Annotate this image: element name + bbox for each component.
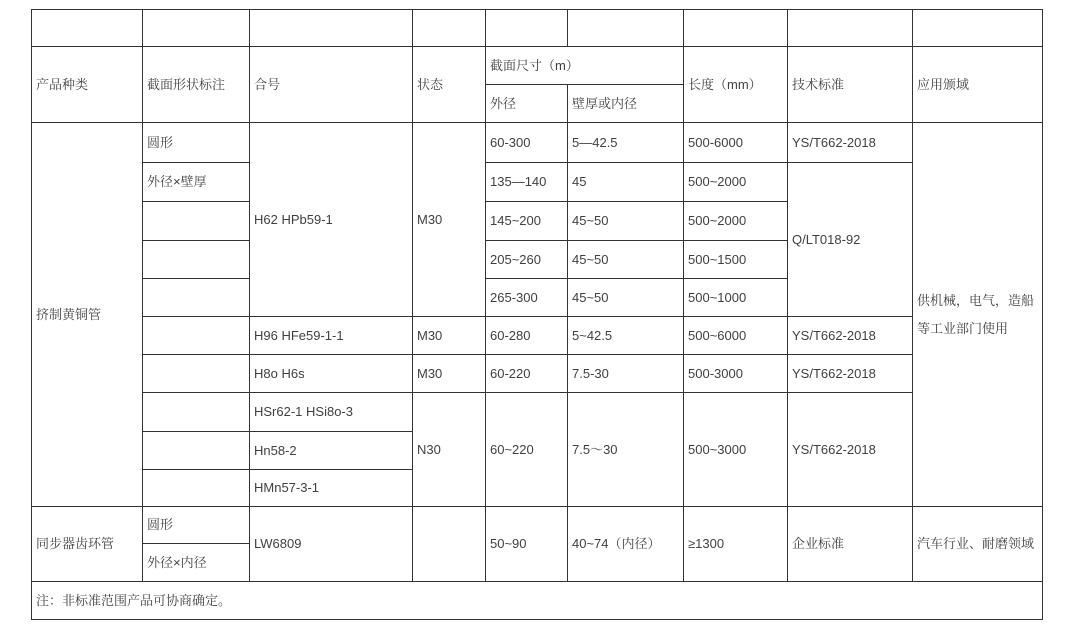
tech-standard-value: 企业标准 bbox=[788, 507, 913, 582]
header-wall-thickness-or-inner-diameter: 壁厚或内径 bbox=[568, 85, 684, 123]
shape-round: 圆形 bbox=[143, 123, 250, 163]
product-spec-table bbox=[31, 9, 1043, 620]
shape-od-x-id: 外径×内径 bbox=[143, 544, 250, 582]
header-tech-standard: 技术标准 bbox=[788, 47, 913, 123]
table-cell: 5~42.5 bbox=[568, 317, 684, 355]
table-cell: 135—140 bbox=[486, 163, 568, 202]
data-row bbox=[32, 123, 1043, 163]
table-cell: 45~50 bbox=[568, 202, 684, 241]
alloy-grade: Hn58-2 bbox=[250, 432, 413, 470]
tech-standard-value: YS/T662-2018 bbox=[788, 355, 913, 393]
shape-round: 圆形 bbox=[143, 507, 250, 544]
table-cell: 265-300 bbox=[486, 279, 568, 317]
table-cell: 500-6000 bbox=[684, 123, 788, 163]
state-value: M30 bbox=[413, 123, 486, 317]
alloy-grade: H8o H6s bbox=[250, 355, 413, 393]
table-cell bbox=[143, 241, 250, 279]
table-cell bbox=[143, 317, 250, 355]
header-cell bbox=[143, 10, 250, 47]
application-automotive: 汽车行业、耐磨领域 bbox=[913, 507, 1043, 582]
product-synchronizer-ring-tube: 同步器齿环管 bbox=[32, 507, 143, 582]
alloy-grade: LW6809 bbox=[250, 507, 413, 582]
state-value: N30 bbox=[413, 393, 486, 507]
header-cell bbox=[413, 10, 486, 47]
header-cell bbox=[486, 10, 568, 47]
table-cell bbox=[143, 432, 250, 470]
table-cell: 45 bbox=[568, 163, 684, 202]
note-row bbox=[32, 582, 1043, 620]
header-cell bbox=[788, 10, 913, 47]
header-alloy-grade: 合号 bbox=[250, 47, 413, 123]
header-length: 长度（mm） bbox=[684, 47, 788, 123]
state-value bbox=[413, 507, 486, 582]
header-product-type: 产品种类 bbox=[32, 47, 143, 123]
header-cell bbox=[568, 10, 684, 47]
header-cell bbox=[32, 10, 143, 47]
table-cell: 60~220 bbox=[486, 393, 568, 507]
alloy-grade: H62 HPb59-1 bbox=[250, 123, 413, 317]
tech-standard-value: YS/T662-2018 bbox=[788, 317, 913, 355]
table-cell: 145~200 bbox=[486, 202, 568, 241]
table-cell: 60-220 bbox=[486, 355, 568, 393]
table-cell bbox=[143, 470, 250, 507]
table-cell: 7.5-30 bbox=[568, 355, 684, 393]
header-cell bbox=[684, 10, 788, 47]
table-cell: 500~3000 bbox=[684, 393, 788, 507]
table-cell: 500~6000 bbox=[684, 317, 788, 355]
table-cell: 5—42.5 bbox=[568, 123, 684, 163]
table-cell: 45~50 bbox=[568, 241, 684, 279]
table-cell bbox=[143, 202, 250, 241]
tech-standard-value: Q/LT018-92 bbox=[788, 163, 913, 317]
header-cell bbox=[913, 10, 1043, 47]
table-cell bbox=[143, 279, 250, 317]
tech-standard-value: YS/T662-2018 bbox=[788, 123, 913, 163]
table-cell: 205~260 bbox=[486, 241, 568, 279]
table-cell: 45~50 bbox=[568, 279, 684, 317]
state-value: M30 bbox=[413, 355, 486, 393]
table-cell: 60-300 bbox=[486, 123, 568, 163]
table-cell: ≥1300 bbox=[684, 507, 788, 582]
tech-standard-value: YS/T662-2018 bbox=[788, 393, 913, 507]
table-cell: 60-280 bbox=[486, 317, 568, 355]
state-value: M30 bbox=[413, 317, 486, 355]
header-outer-diameter: 外径 bbox=[486, 85, 568, 123]
product-extruded-brass-tube: 挤制黄铜管 bbox=[32, 123, 143, 507]
alloy-grade: HMn57-3-1 bbox=[250, 470, 413, 507]
header-section-shape: 截面形状标注 bbox=[143, 47, 250, 123]
data-row bbox=[32, 393, 1043, 432]
alloy-grade: HSr62-1 HSi8o-3 bbox=[250, 393, 413, 432]
table-cell: 7.5～30 bbox=[568, 393, 684, 507]
data-row bbox=[32, 317, 1043, 355]
data-row bbox=[32, 507, 1043, 544]
table-cell bbox=[143, 355, 250, 393]
empty-top-row bbox=[32, 10, 1043, 47]
data-row bbox=[32, 163, 1043, 202]
header-row-main bbox=[32, 47, 1043, 85]
table-note: 注：非标准范围产品可协商确定。 bbox=[32, 582, 1043, 620]
shape-od-x-wall: 外径×壁厚 bbox=[143, 163, 250, 202]
table-cell: 500~1000 bbox=[684, 279, 788, 317]
header-cell bbox=[250, 10, 413, 47]
header-section-size: 截面尺寸（m） bbox=[486, 47, 684, 85]
table-cell: 50~90 bbox=[486, 507, 568, 582]
application-industrial: 供机械，电气，造船等工业部门使用 bbox=[913, 123, 1043, 507]
table-cell: 500-3000 bbox=[684, 355, 788, 393]
table-cell: 40~74（内径） bbox=[568, 507, 684, 582]
alloy-grade: H96 HFe59-1-1 bbox=[250, 317, 413, 355]
header-application-field: 应用颁域 bbox=[913, 47, 1043, 123]
header-state: 状态 bbox=[413, 47, 486, 123]
table-cell: 500~2000 bbox=[684, 163, 788, 202]
table-cell: 500~2000 bbox=[684, 202, 788, 241]
data-row bbox=[32, 355, 1043, 393]
table-cell: 500~1500 bbox=[684, 241, 788, 279]
table-cell bbox=[143, 393, 250, 432]
